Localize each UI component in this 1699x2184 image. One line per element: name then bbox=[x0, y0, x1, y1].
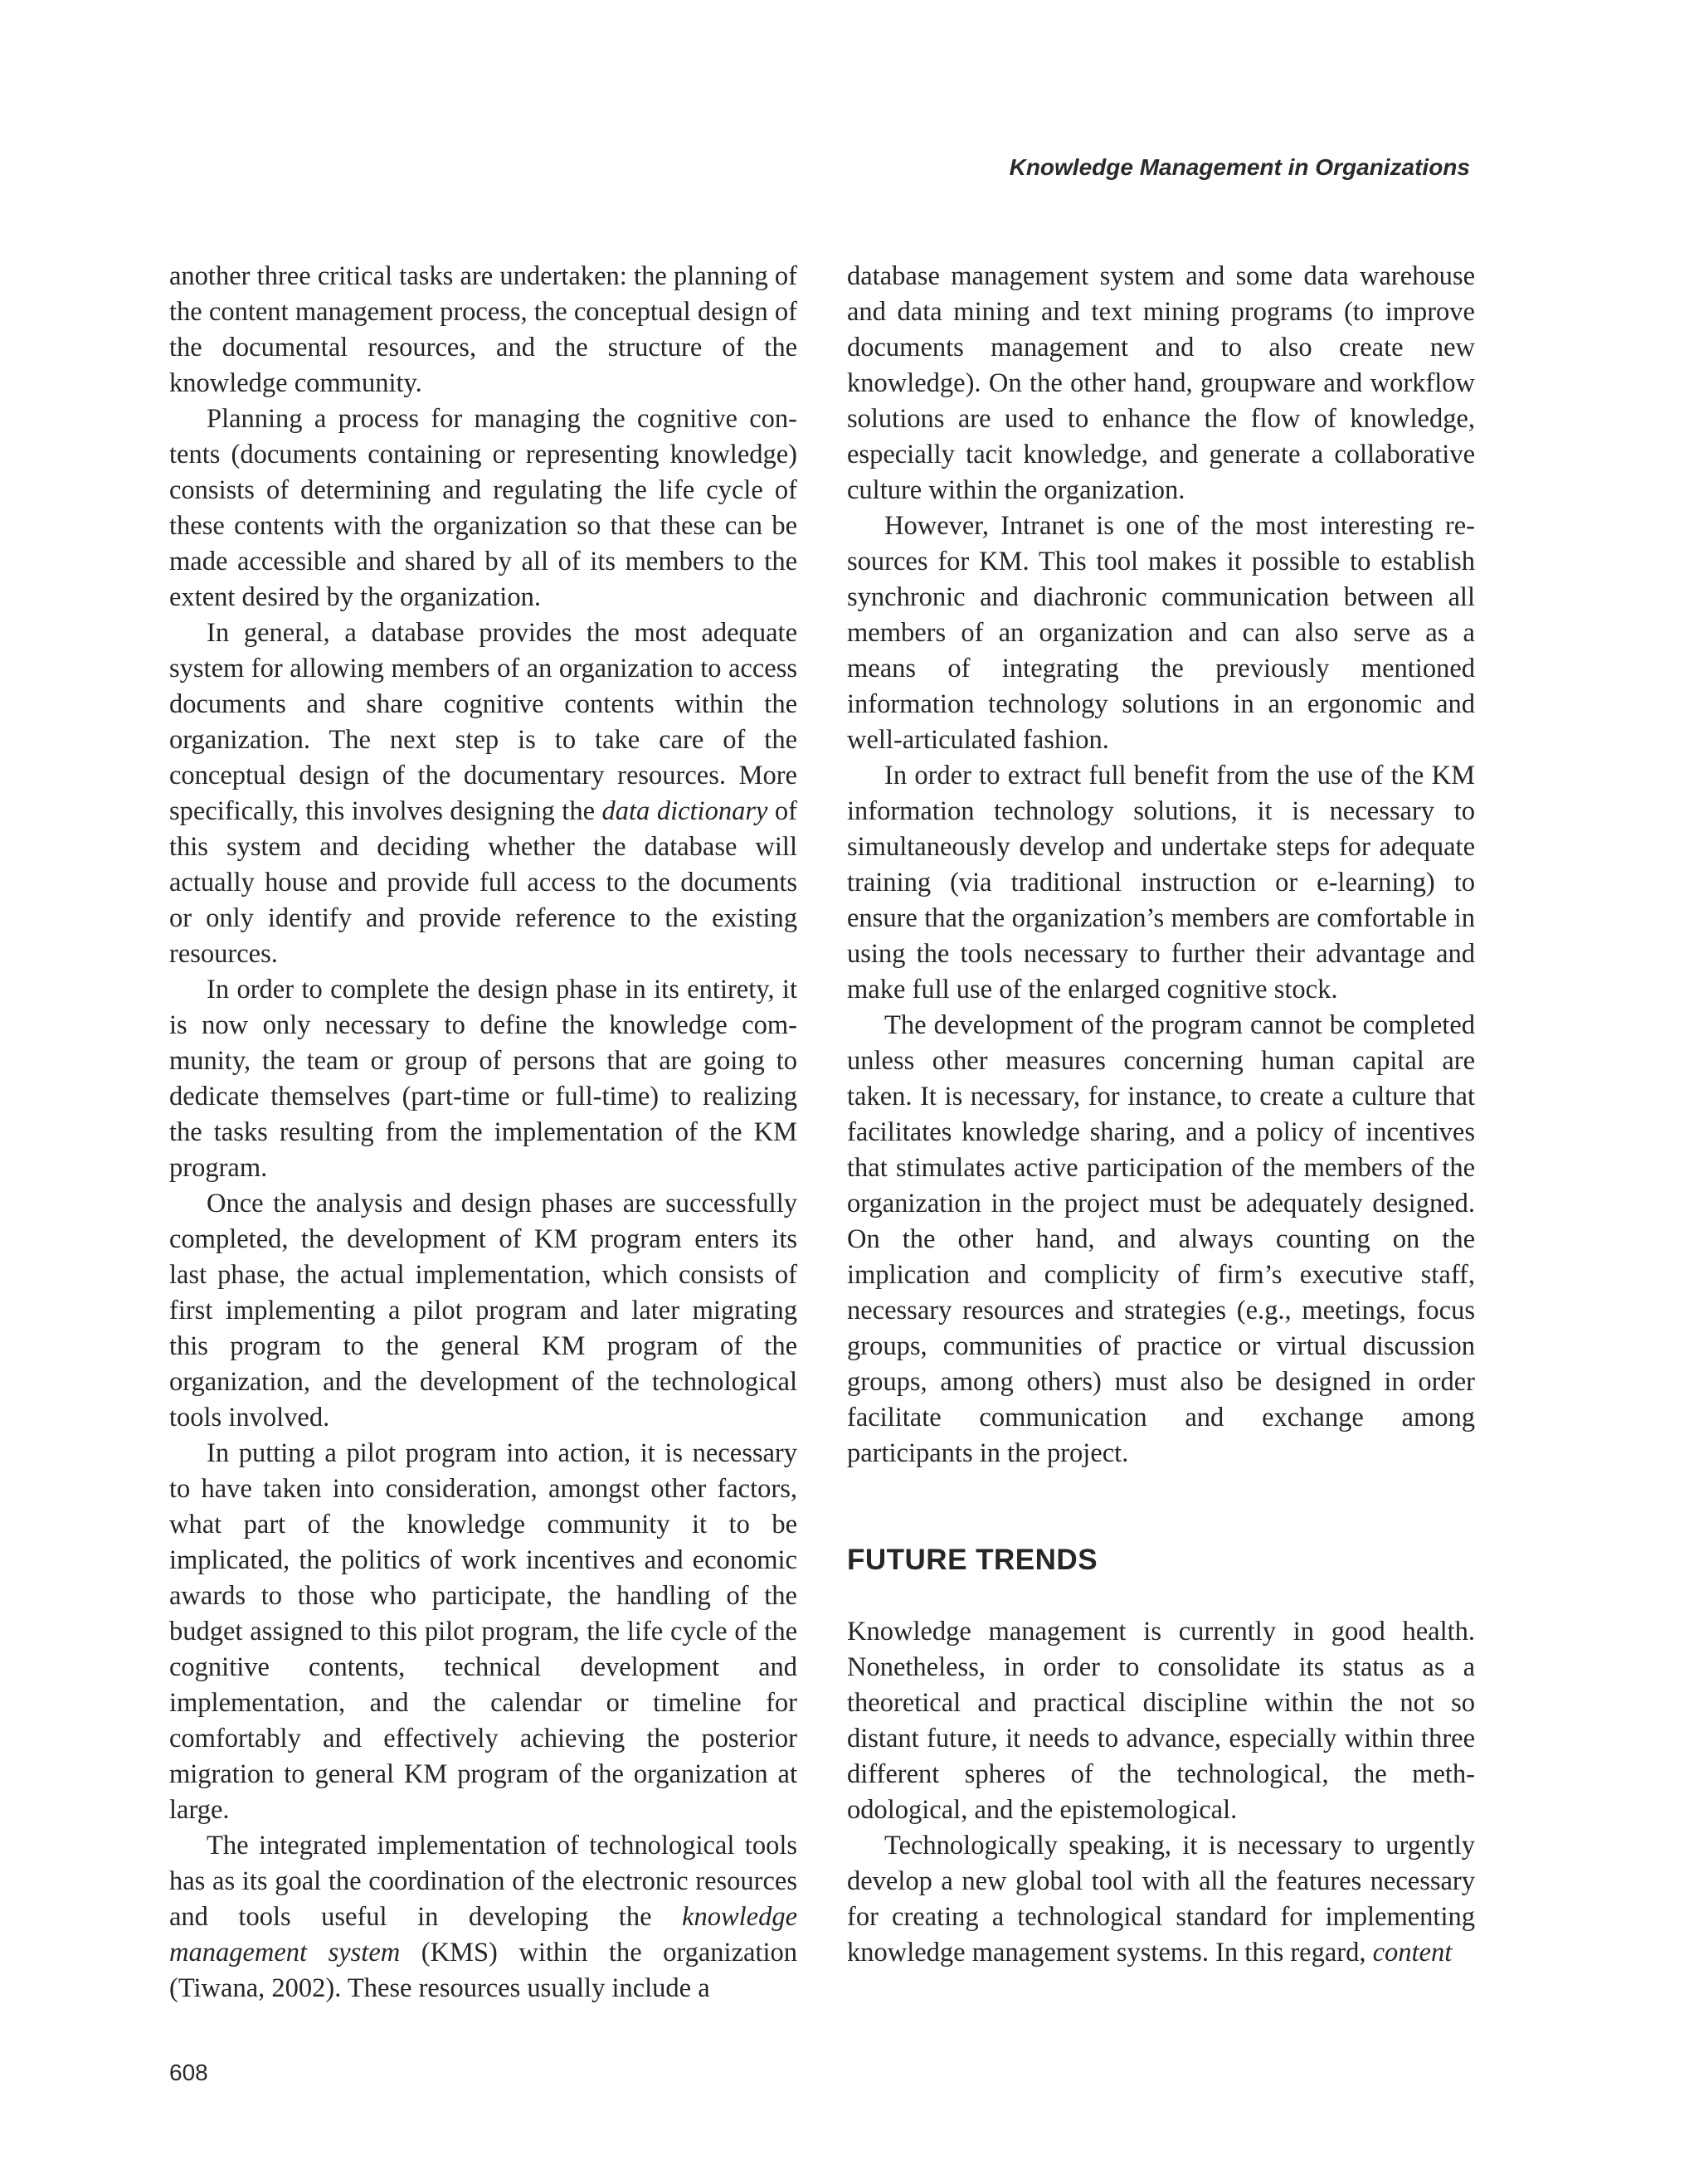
italic-term: content bbox=[1372, 1938, 1453, 1968]
right-column bbox=[847, 259, 1475, 1971]
italic-term: data dictionary bbox=[601, 796, 768, 826]
running-header: Knowledge Management in Organizations bbox=[1009, 154, 1470, 180]
paragraph: Knowledge management is currently in good health. Nonetheless, in order to consolidate its status as a theoretical and practical discipline within the not so distant future, it needs to advance, especially within three different spheres of the technological, the methodological, and the epistemological. bbox=[847, 1617, 1475, 1825]
left-column bbox=[169, 259, 797, 2006]
paragraph bbox=[847, 1828, 1475, 1971]
paragraph: The development of the program cannot be completed unless other measures concerning human capital are taken. It is necessary, for instance, to create a culture that facilitates knowledge sharing, and a policy of incentives that stimulates active participation of the members of the organization in the project must be adequately designed. On the other hand, and always counting on the implication and complicity of firm’s executive staff, necessary resources and strategies (e.g., meetings, focus groups, communities of practice or virtual discussion groups, among others) must also be designed in order facilitate communication and exchange among participants in the project. bbox=[847, 1010, 1475, 1468]
paragraph-text: (KMS) within the organization (Tiwana, 2002). These resources usually include a bbox=[169, 1938, 797, 2003]
paragraph: However, Intranet is one of the most interesting resources for KM. This tool makes it possible to establish synchronic and diachronic communication between all members of an organization and can also serve as a means of integrating the previously mentioned information technology solutions in an ergonomic and well-articulated fashion. bbox=[847, 511, 1475, 755]
paragraph: In order to complete the design phase in its entirety, it is now only necessary to define the knowledge community, the team or group of persons that are going to dedicate themselves (part-time or full-time) to realizing the tasks resulting from the implementation of the KM program. bbox=[169, 975, 797, 1183]
paragraph: another three critical tasks are undertaken: the planning of the content management process, the conceptual design of the documental resources, and the structure of the knowledge community. bbox=[169, 261, 797, 398]
paragraph-text: In general, a database provides the most adequate system for allowing members of an organization to access documents and share cognitive contents within the organization. The next step is to take care of the conceptual design of the documentary resources. More specifically, this involves designing the bbox=[169, 618, 797, 826]
paragraph bbox=[169, 1828, 797, 2006]
page-number: 608 bbox=[169, 2060, 208, 2085]
paragraph: database management system and some data warehouse and data mining and text mining programs (to improve documents management and to also create new knowledge). On the other hand, groupware and workflow solutions are used to enhance the flow of knowledge, especially tacit knowledge, and generate a collaborative culture within the organization. bbox=[847, 261, 1475, 505]
paragraph bbox=[169, 615, 797, 972]
paragraph-text: Technologically speaking, it is necessary to urgently develop a new global tool with all the features necessary for creating a technological standard for implementing knowledge management systems. In this regard, bbox=[847, 1831, 1475, 1968]
paragraph: In order to extract full benefit from the use of the KM information technology solutions, it is necessary to simultaneously develop and undertake steps for adequate training (via traditional instruction or e-learning) to ensure that the organization’s members are comfortable in using the tools necessary to further their advantage and make full use of the enlarged cognitive stock. bbox=[847, 761, 1475, 1004]
paragraph-text: The integrated implementation of technological tools has as its goal the coordination of the electronic resources and tools useful in developing the bbox=[169, 1831, 797, 1932]
section-heading: FUTURE TRENDS bbox=[847, 1544, 1098, 1576]
paragraph: In putting a pilot program into action, it is necessary to have taken into consideration, amongst other factors, what part of the knowledge community it to be implicated, the politics of work incentives and economic awards to those who participate, the handling of the budget assigned to this pilot program, the life cycle of the cognitive contents, technical development and implementation, and the calendar or timeline for comfortably and effectively achieving the posterior migration to general KM program of the organization at large. bbox=[169, 1438, 797, 1825]
paragraph-text: of this system and deciding whether the database will actually house and provide full access to the documents or only identify and provide reference to the existing resources. bbox=[169, 796, 797, 969]
paragraph: Once the analysis and design phases are successfully completed, the development of KM program enters its last phase, the actual implementation, which consists of first implementing a pilot program and later migrating this program to the general KM program of the organization, and the development of the technological tools involved. bbox=[169, 1189, 797, 1432]
italic-term: knowledge management system bbox=[169, 1902, 797, 1968]
paragraph: Planning a process for managing the cognitive contents (documents containing or representing knowledge) consists of determining and regulating the life cycle of these contents with the organization so that these can be made accessible and shared by all of its members to the extent desired by the organization. bbox=[169, 404, 797, 612]
